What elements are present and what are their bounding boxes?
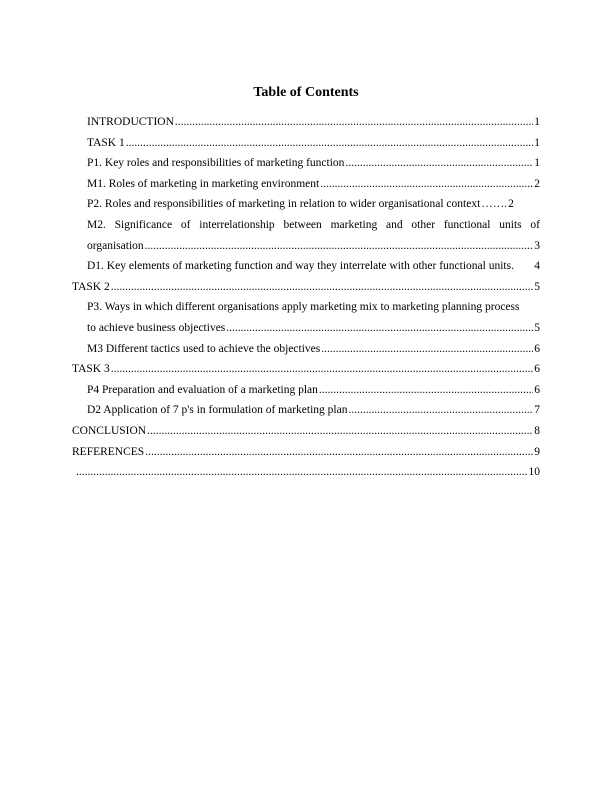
toc-leader-dots: [345, 153, 533, 174]
toc-entry-text: D1. Key elements of marketing function and way they interrelate with other functional units: [87, 260, 512, 273]
toc-page-number: 6: [534, 383, 540, 396]
toc-entry-text: TASK 1: [87, 136, 125, 149]
toc-entry-task-1[interactable]: [72, 133, 540, 154]
toc-entry-text: M3 Different tactics used to achieve the objectives: [87, 342, 321, 355]
toc-entry-text: REFERENCES: [72, 445, 145, 458]
toc-entry-p1[interactable]: [72, 153, 540, 174]
toc-entry-text-line1: M2. Significance of interrelationship between marketing and other functional units of: [87, 218, 540, 231]
toc-entry-m3[interactable]: [72, 339, 540, 360]
toc-page-number: 10: [528, 466, 540, 479]
toc-entry-d1[interactable]: [72, 256, 540, 277]
toc-page-number: 3: [534, 239, 540, 252]
toc-page-number: 1: [534, 157, 540, 170]
toc-leader-dots: [76, 462, 528, 483]
toc-title: Table of Contents: [253, 85, 359, 100]
toc-entry-text: P1. Key roles and responsibilities of marketing function: [87, 157, 345, 170]
toc-page-number: 1: [534, 116, 540, 128]
toc-leader-dots: [321, 339, 533, 360]
toc-entry-d2[interactable]: [72, 400, 540, 421]
toc-leader-dots: [348, 400, 533, 421]
toc-leader-dots: [111, 359, 534, 380]
toc-entry-text: CONCLUSION: [72, 424, 147, 437]
toc-leader-dots: [111, 277, 534, 298]
toc-leader-dots: [320, 174, 533, 195]
toc-page-number: 6: [534, 342, 540, 355]
toc-entry-task-3[interactable]: [72, 359, 540, 380]
toc-entry-introduction[interactable]: [72, 112, 540, 133]
toc-entry-text: INTRODUCTION: [87, 116, 174, 128]
toc-entry-p2[interactable]: [72, 194, 540, 215]
toc-page-number: 5: [534, 321, 540, 334]
toc-page-number: 1: [534, 136, 540, 149]
toc-page-number: 2: [508, 198, 514, 211]
toc-leader-dots: [126, 133, 534, 154]
toc-page-number: 8: [534, 424, 540, 437]
toc-leader-dots: .: [511, 260, 514, 273]
toc-list: [72, 112, 540, 483]
toc-entry-task-2[interactable]: [72, 277, 540, 298]
toc-leader-dots: [226, 318, 533, 339]
toc-entry-m2[interactable]: [72, 215, 540, 256]
toc-entry-text: P2. Roles and responsibilities of marketing in relation to wider organisational context: [87, 198, 481, 211]
toc-page-number: 6: [534, 363, 540, 376]
toc-entry-conclusion[interactable]: [72, 421, 540, 442]
toc-entry-text: P4 Preparation and evaluation of a marketing plan: [87, 383, 318, 396]
toc-entry-text-line1: P3. Ways in which different organisations apply marketing mix to marketing planning process: [87, 301, 520, 314]
toc-leader-dots: [145, 442, 533, 463]
toc-page-number: 9: [534, 445, 540, 458]
toc-page-number: 4: [534, 260, 540, 273]
toc-entry-text: organisation: [87, 239, 144, 252]
toc-entry-m1[interactable]: [72, 174, 540, 195]
toc-leader-ellipsis: …….: [481, 198, 508, 211]
toc-page-number: 2: [534, 177, 540, 190]
toc-entry-text: M1. Roles of marketing in marketing environment: [87, 177, 320, 190]
toc-page-number: 5: [534, 280, 540, 293]
toc-entry-references[interactable]: [72, 442, 540, 463]
toc-entry-text: to achieve business objectives: [87, 321, 226, 334]
toc-leader-dots: [145, 236, 534, 257]
toc-entry-text: TASK 3: [72, 363, 110, 376]
toc-entry-p4[interactable]: [72, 380, 540, 401]
toc-entry-text: D2 Application of 7 p's in formulation of marketing plan: [87, 404, 348, 417]
toc-entry-text: TASK 2: [72, 280, 110, 293]
toc-leader-dots: [319, 380, 533, 401]
toc-entry-p3[interactable]: [72, 297, 540, 338]
toc-page-number: 7: [534, 404, 540, 417]
toc-entry-untitled[interactable]: [72, 462, 540, 483]
toc-leader-dots: [147, 421, 533, 442]
toc-leader-dots: [175, 112, 533, 133]
